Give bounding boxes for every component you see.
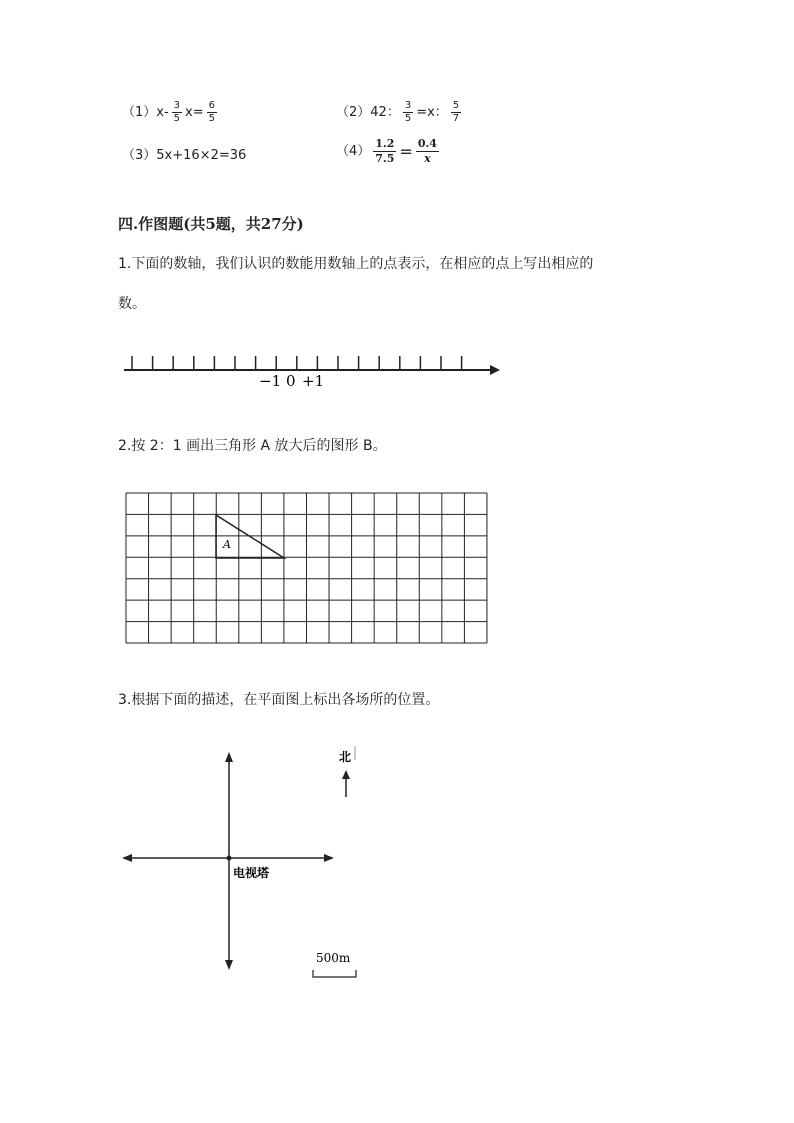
question-1-line-2: 数。	[118, 296, 146, 312]
equation-label: （4）	[336, 144, 371, 159]
question-2-text: 2.按 2：1 画出三角形 A 放大后的图形 B。	[118, 438, 387, 454]
equation-text: x-	[156, 105, 169, 120]
arrow-left-icon	[122, 854, 132, 862]
equation-text: 5x+16×2=36	[156, 148, 247, 163]
equation-label: （3）	[122, 148, 157, 163]
number-line-arrow-icon	[490, 365, 500, 375]
axis-label-negative-one: −1	[259, 372, 282, 390]
arrow-up-icon	[225, 752, 233, 762]
center-point	[227, 856, 232, 861]
arrow-down-icon	[225, 960, 233, 970]
north-label: 北	[339, 750, 352, 764]
grid	[126, 493, 487, 643]
equation-label: （2）	[336, 105, 371, 120]
map-axes	[122, 752, 334, 970]
arrow-right-icon	[324, 854, 334, 862]
number-line-ticks	[132, 356, 462, 370]
question-3-text: 3.根据下面的描述，在平面图上标出各场所的位置。	[118, 692, 440, 708]
equation-text: x=	[185, 105, 204, 120]
fraction: $\frac{3}{5}$	[404, 100, 412, 124]
fraction: $\frac{1.2}{7.5}$	[375, 137, 395, 165]
equation-text: =x：	[416, 105, 448, 120]
axis-label-zero: 0	[286, 372, 296, 390]
north-indicator	[339, 746, 355, 797]
fraction: $\frac{6}{5}$	[208, 100, 216, 124]
section-title: 四.作图题(共5题，共27分)	[118, 215, 304, 233]
number-line	[124, 356, 500, 390]
triangle-label: A	[223, 538, 231, 551]
equation-text: 42：	[370, 105, 400, 120]
fraction: $\frac{5}{7}$	[452, 100, 460, 124]
fraction: $\frac{0.4}{x}$	[417, 137, 437, 165]
equals-sign: =	[399, 142, 413, 161]
center-label: 电视塔	[233, 866, 270, 880]
scale-bar-line	[313, 970, 356, 977]
question-1-line-1: 1.下面的数轴，我们认识的数能用数轴上的点表示，在相应的点上写出相应的	[118, 256, 594, 272]
equation-label: （1）	[122, 105, 157, 120]
triangle-shape	[216, 515, 284, 558]
north-arrow-icon	[342, 770, 350, 779]
axis-label-positive-one: +1	[302, 372, 325, 390]
triangle-a	[216, 515, 284, 558]
fraction: $\frac{3}{5}$	[173, 100, 181, 124]
scale-label: 500m	[316, 951, 351, 965]
scale-bar	[313, 951, 356, 977]
